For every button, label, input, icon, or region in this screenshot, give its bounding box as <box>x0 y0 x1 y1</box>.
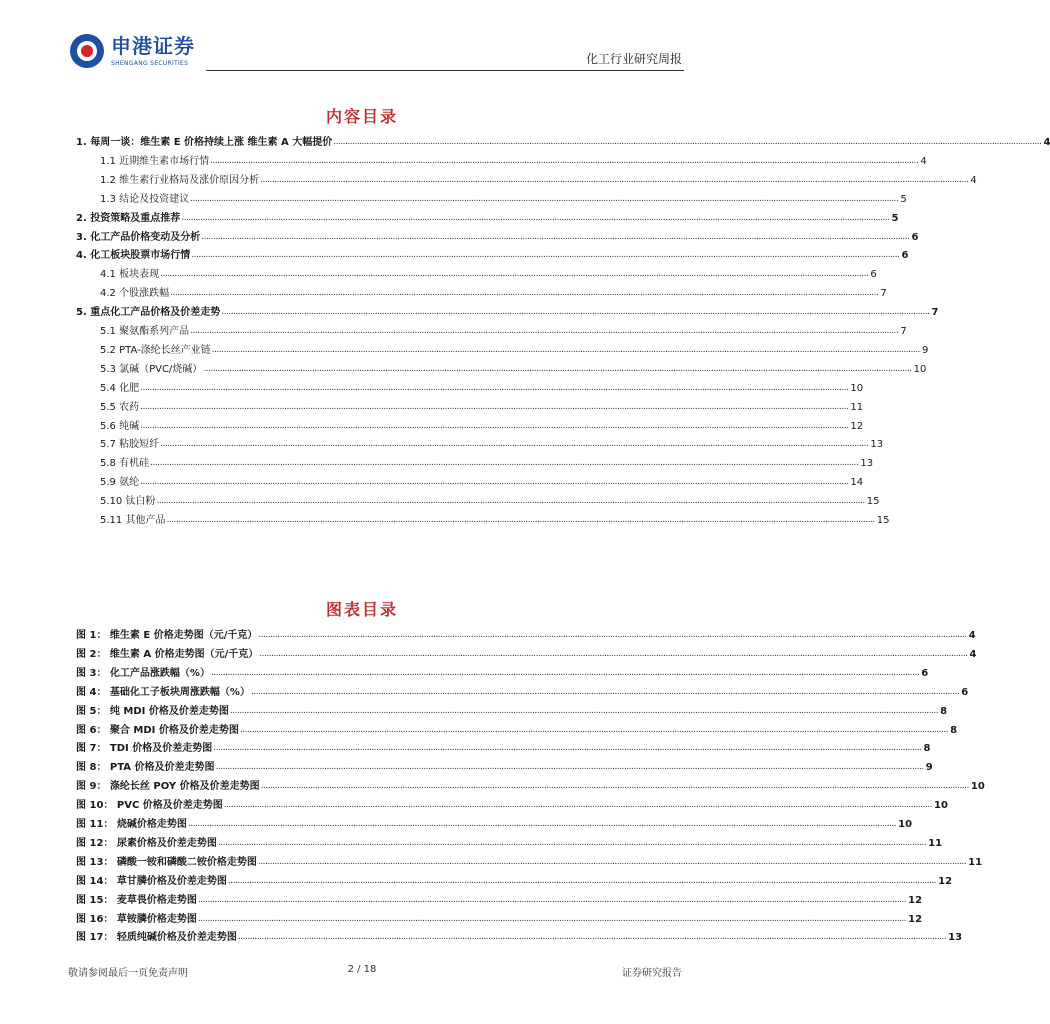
page-number: 2 / 18 <box>347 964 377 975</box>
figure-entry-label: 图 14： 草甘膦价格及价差走势图 <box>76 875 227 887</box>
toc-entry-page: 11 <box>850 401 864 413</box>
figure-entry-label: 图 2： 维生素 A 价格走势图（元/千克） <box>76 648 259 660</box>
figure-entry-label: 图 15： 麦草畏价格走势图 <box>76 894 197 906</box>
dot-leader: ............................................................................................................................................................................................................................................................................................................ <box>203 363 912 374</box>
dot-leader: ............................................................................................................................................................................................................................................................................................................ <box>160 439 869 450</box>
toc-entry[interactable] <box>100 324 907 338</box>
figure-entry[interactable] <box>76 628 976 642</box>
company-logo-icon <box>70 34 104 68</box>
figure-entry-label: 图 10： PVC 价格及价差走势图 <box>76 800 223 812</box>
figure-entry[interactable] <box>76 893 923 907</box>
toc-entry-page: 10 <box>850 382 864 394</box>
figure-entry-label: 图 1： 维生素 E 价格走势图（元/千克） <box>76 630 258 641</box>
toc-entry-label: 4.2 个股涨跌幅 <box>100 288 170 300</box>
toc-entry[interactable] <box>100 362 927 376</box>
figure-entry-label: 图 6： 聚合 MDI 价格及价差走势图 <box>76 724 239 736</box>
toc-entry[interactable] <box>76 248 909 262</box>
toc-entry-label: 5.2 PTA-涤纶长丝产业链 <box>100 344 211 356</box>
figure-entry[interactable] <box>76 855 983 869</box>
dot-leader: ............................................................................................................................................................................................................................................................................................................ <box>140 420 849 431</box>
toc-entry-label: 5.9 氨纶 <box>100 477 140 489</box>
toc-entry-label: 5.10 钛白粉 <box>100 496 156 508</box>
header-divider <box>206 70 684 71</box>
toc-entry-label: 5.5 农药 <box>100 401 140 413</box>
figure-entry-label: 图 3： 化工产品涨跌幅（%） <box>76 667 210 679</box>
figure-entry-page: 8 <box>950 724 958 736</box>
toc-entry-page: 14 <box>850 477 864 489</box>
figure-entry-label: 图 13： 磷酸一铵和磷酸二铵价格走势图 <box>76 856 257 868</box>
figure-entry[interactable] <box>76 817 913 831</box>
toc-entry[interactable] <box>100 286 887 300</box>
toc-entry-page: 5 <box>891 212 899 224</box>
dot-leader: ............................................................................................................................................................................................................................................................................................................ <box>211 344 920 355</box>
dot-leader: ............................................................................................................................................................................................................................................................................................................ <box>260 174 969 185</box>
toc-entry[interactable] <box>100 513 890 527</box>
figure-entry[interactable] <box>76 779 985 793</box>
toc-entry[interactable] <box>100 400 864 414</box>
figure-entry[interactable] <box>76 704 948 718</box>
figure-entry-label: 图 17： 轻质纯碱价格及价差走势图 <box>76 932 237 944</box>
toc-entry[interactable] <box>100 494 880 508</box>
dot-leader: ............................................................................................................................................................................................................................................................................................................ <box>201 231 910 242</box>
figure-entry-page: 10 <box>970 781 985 793</box>
dot-leader: ............................................................................................................................................................................................................................................................................................................ <box>187 819 897 829</box>
toc-entry-page: 13 <box>870 439 884 451</box>
dot-leader: ............................................................................................................................................................................................................................................................................................................ <box>190 193 899 204</box>
page-header <box>0 0 724 80</box>
figure-entry[interactable] <box>76 647 977 661</box>
toc-entry-label: 3. 化工产品价格变动及分析 <box>76 231 201 243</box>
dot-leader: ............................................................................................................................................................................................................................................................................................................ <box>170 288 879 299</box>
toc-entry-page: 15 <box>866 496 880 508</box>
toc-entry-label: 2. 投资策略及重点推荐 <box>76 212 181 224</box>
dot-leader: ............................................................................................................................................................................................................................................................................................................ <box>140 477 849 488</box>
toc-entry-page: 7 <box>931 307 939 319</box>
toc-entry-page: 9 <box>921 344 929 356</box>
footer-disclaimer: 敬请参阅最后一页免责声明 <box>68 968 188 979</box>
toc-entry-label: 5.6 纯碱 <box>100 420 140 432</box>
dot-leader: ............................................................................................................................................................................................................................................................................................................ <box>229 705 939 716</box>
toc-entry-label: 5.3 氯碱（PVC/烧碱） <box>100 363 203 375</box>
dot-leader: ............................................................................................................................................................................................................................................................................................................ <box>197 913 907 924</box>
toc-entry-page: 4 <box>970 174 977 186</box>
toc-entry-label: 5.11 其他产品 <box>100 515 166 526</box>
toc-entry[interactable] <box>76 230 919 244</box>
figure-entry[interactable] <box>76 685 969 699</box>
figure-entry-page: 12 <box>908 913 923 925</box>
toc-entry[interactable] <box>100 173 977 187</box>
figure-entry-label: 图 11： 烧碱价格走势图 <box>76 819 187 830</box>
dot-leader: ............................................................................................................................................................................................................................................................................................................ <box>166 515 875 525</box>
figure-entry-label: 图 4： 基础化工子板块周涨跌幅（%） <box>76 686 250 698</box>
dot-leader: ............................................................................................................................................................................................................................................................................................................ <box>217 837 927 848</box>
dot-leader: ............................................................................................................................................................................................................................................................................................................ <box>213 743 922 754</box>
figure-entry-label: 图 8： PTA 价格及价差走势图 <box>76 762 215 774</box>
toc-entry[interactable] <box>100 419 864 433</box>
toc-entry[interactable] <box>100 192 907 206</box>
toc-entry-label: 5.4 化肥 <box>100 382 140 394</box>
toc-entry-page: 4 <box>920 155 927 167</box>
figure-entry-page: 13 <box>948 932 963 944</box>
toc-entry[interactable] <box>100 381 864 395</box>
figure-entry[interactable] <box>76 666 929 680</box>
dot-leader: ............................................................................................................................................................................................................................................................................................................ <box>223 800 933 811</box>
toc-entry-page: 6 <box>901 250 909 262</box>
dot-leader: ............................................................................................................................................................................................................................................................................................................ <box>160 269 869 280</box>
figure-entry[interactable] <box>76 798 948 812</box>
figure-list-title: 图表目录 <box>325 600 398 619</box>
figure-entry[interactable] <box>76 760 933 774</box>
figure-entry-page: 10 <box>934 800 948 812</box>
report-type: 化工行业研究周报 <box>585 52 682 66</box>
dot-leader: ............................................................................................................................................................................................................................................................................................................ <box>190 326 899 336</box>
dot-leader: ............................................................................................................................................................................................................................................................................................................ <box>150 458 859 469</box>
dot-leader: ............................................................................................................................................................................................................................................................................................................ <box>181 212 890 223</box>
dot-leader: ............................................................................................................................................................................................................................................................................................................ <box>140 401 849 412</box>
toc-entry-label: 4. 化工板块股票市场行情 <box>76 250 191 262</box>
dot-leader: ............................................................................................................................................................................................................................................................................................................ <box>239 724 949 735</box>
toc-entry-page: 6 <box>911 231 919 243</box>
toc-entry-label: 5. 重点化工产品价格及价差走势 <box>76 307 221 319</box>
figure-entry-page: 11 <box>968 856 983 868</box>
figure-entry-page: 4 <box>969 648 977 660</box>
brand-name: 申港证券 <box>111 34 195 58</box>
figure-entry[interactable] <box>76 741 931 755</box>
dot-leader: ............................................................................................................................................................................................................................................................................................................ <box>259 648 968 659</box>
dot-leader: ............................................................................................................................................................................................................................................................................................................ <box>210 667 920 678</box>
figure-entry-page: 10 <box>898 819 913 830</box>
brand-name-en: SHENGANG SECURITIES <box>111 60 189 67</box>
dot-leader: ............................................................................................................................................................................................................................................................................................................ <box>191 250 900 261</box>
figure-entry[interactable] <box>76 723 958 737</box>
toc-entry-page: 10 <box>913 363 927 375</box>
toc-entry-page: 6 <box>870 269 877 281</box>
dot-leader: ............................................................................................................................................................................................................................................................................................................ <box>260 781 969 792</box>
dot-leader: ............................................................................................................................................................................................................................................................................................................ <box>227 875 937 886</box>
figure-entry-label: 图 9： 涤纶长丝 POY 价格及价差走势图 <box>76 781 260 793</box>
dot-leader: ............................................................................................................................................................................................................................................................................................................ <box>257 856 967 867</box>
toc-entry[interactable] <box>100 475 864 489</box>
figure-entry[interactable] <box>76 912 923 926</box>
figure-entry[interactable] <box>76 930 963 944</box>
figure-entry[interactable] <box>76 836 943 850</box>
toc-entry[interactable] <box>76 135 1050 149</box>
figure-entry-page: 11 <box>928 837 943 849</box>
dot-leader: ............................................................................................................................................................................................................................................................................................................ <box>237 932 947 943</box>
dot-leader: ............................................................................................................................................................................................................................................................................................................ <box>210 155 919 166</box>
dot-leader: ............................................................................................................................................................................................................................................................................................................ <box>250 686 960 697</box>
dot-leader: ............................................................................................................................................................................................................................................................................................................ <box>197 894 907 905</box>
figure-entry-page: 8 <box>940 705 948 717</box>
toc-title: 内容目录 <box>325 107 398 126</box>
figure-entry-page: 4 <box>968 630 976 641</box>
figure-entry-label: 图 7： TDI 价格及价差走势图 <box>76 743 213 755</box>
toc-entry-page: 12 <box>850 420 864 432</box>
dot-leader: ............................................................................................................................................................................................................................................................................................................ <box>333 137 1042 147</box>
dot-leader: ............................................................................................................................................................................................................................................................................................................ <box>156 496 865 507</box>
toc-entry-page: 7 <box>900 326 907 337</box>
toc-entry-page: 7 <box>880 288 887 300</box>
toc-entry-label: 1.2 维生素行业格局及涨价原因分析 <box>100 174 260 186</box>
toc-entry[interactable] <box>100 437 884 451</box>
footer-report-type: 证券研究报告 <box>622 968 682 979</box>
figure-entry-page: 12 <box>908 894 923 906</box>
figure-entry-page: 8 <box>923 743 931 755</box>
toc-entry-label: 4.1 板块表现 <box>100 269 160 281</box>
figure-entry-page: 6 <box>921 667 929 679</box>
toc-entry[interactable] <box>100 343 929 357</box>
toc-entry-label: 5.8 有机硅 <box>100 458 150 470</box>
toc-entry-page: 13 <box>860 458 874 470</box>
dot-leader: ............................................................................................................................................................................................................................................................................................................ <box>215 762 924 773</box>
toc-entry-label: 1. 每周一谈：维生素 E 价格持续上涨 维生素 A 大幅提价 <box>76 137 333 148</box>
toc-entry-label: 5.7 粘胶短纤 <box>100 439 160 451</box>
figure-entry-label: 图 5： 纯 MDI 价格及价差走势图 <box>76 705 229 717</box>
toc-entry[interactable] <box>100 154 927 168</box>
dot-leader: ............................................................................................................................................................................................................................................................................................................ <box>221 307 930 318</box>
dot-leader: ............................................................................................................................................................................................................................................................................................................ <box>258 630 967 640</box>
figure-entry-label: 图 12： 尿素价格及价差走势图 <box>76 837 217 849</box>
toc-entry[interactable] <box>76 305 939 319</box>
toc-entry-label: 1.3 结论及投资建议 <box>100 193 190 205</box>
toc-entry-label: 5.1 聚氨酯系列产品 <box>100 326 190 337</box>
figure-entry-page: 12 <box>938 875 953 887</box>
figure-entry-label: 图 16： 草铵膦价格走势图 <box>76 913 197 925</box>
toc-entry-page: 15 <box>876 515 890 526</box>
figure-entry[interactable] <box>76 874 953 888</box>
toc-entry[interactable] <box>100 456 874 470</box>
toc-entry-page: 5 <box>900 193 907 205</box>
toc-entry-label: 1.1 近期维生素市场行情 <box>100 155 210 167</box>
toc-entry[interactable] <box>100 267 877 281</box>
dot-leader: ............................................................................................................................................................................................................................................................................................................ <box>140 382 849 393</box>
figure-entry-page: 6 <box>961 686 969 698</box>
toc-entry-page: 4 <box>1043 137 1050 148</box>
figure-entry-page: 9 <box>925 762 933 774</box>
toc-entry[interactable] <box>76 211 899 225</box>
